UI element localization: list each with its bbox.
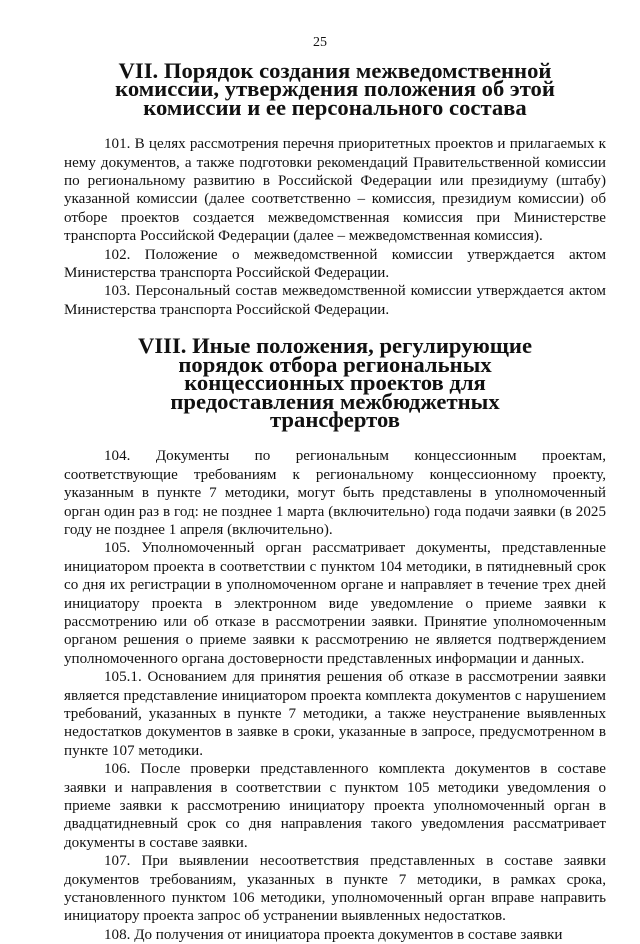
document-body — [64, 58, 606, 944]
paragraph-108: 108. До получения от инициатора проекта документов в составе заявки — [104, 926, 563, 943]
paragraph-105: 105. Уполномоченный орган рассматривает документы, представленные инициатором проекта в соответствии с пунктом 104 методики, в пятидневный срок со дня их регистрации в уполномоченном органе и направляет в течение трех дней инициатору проекта в электронном виде уведомление о приеме заявки к рассмотрению или об отказе в рассмотрении заявки. Принятие уполномоченным органом решения о приеме заявки к рассмотрению не является подтверждением уполномоченного органа достоверности представленных информации и данных. — [64, 540, 606, 667]
section-7-title: VII. Порядок создания межведомственной комиссии, утверждения положения об этой комиссии и ее персонального состава — [115, 58, 555, 120]
paragraph-102: 102. Положение о межведомственной комиссии утверждается актом Министерства транспорта Российской Федерации. — [64, 246, 606, 282]
paragraph-105-1: 105.1. Основанием для принятия решения об отказе в рассмотрении заявки является представление инициатором проекта комплекта документов с нарушением требований, указанных в пункте 7 методики, а также неустранение выявленных недостатков документов в заявке в сроки, указанные в запросе, предусмотренном в пункте 107 методики. — [64, 669, 606, 759]
paragraph-106: 106. После проверки представленного комплекта документов в составе заявки и направления в соответствии с пунктом 105 методики уведомления о приеме заявки к рассмотрению инициатору проекта уполномоченный орган в двадцатидневный срок со дня направления такого уведомления рассматривает документы в составе заявки. — [64, 761, 606, 851]
section-8-title: VIII. Иные положения, регулирующие порядок отбора региональных концессионных проектов для предоставления межбюджетных трансфертов — [137, 333, 533, 432]
paragraph-104: 104. Документы по региональным концессионным проектам, соответствующие требованиям к региональному концессионному проекту, указанным в пункте 7 методики, могут быть представлены в уполномоченный орган один раз в год: не позднее 1 марта (включительно) года подачи заявки (в 2025 году не позднее 1 апреля (включительно). — [64, 448, 606, 538]
paragraph-107: 107. При выявлении несоответствия представленных в составе заявки документов требованиям, указанных в пункте 7 методики, в рамках срока, установленного пунктом 106 методики, уполномоченный орган вправе направить инициатору проекта запрос об устранении выявленных недостатков. — [64, 853, 606, 925]
page-number: 25 — [313, 35, 327, 50]
paragraph-101: 101. В целях рассмотрения перечня приоритетных проектов и прилагаемых к нему документов, а также подготовки рекомендаций Правительственной комиссии по региональному развитию в Российской Федерации или президиуму (штабу) указанной комиссии (далее соответственно – комиссия, президиум комиссии) об отборе проектов создается межведомственная комиссия при Министерстве транспорта Российской Федерации (далее – межведомственная комиссия). — [64, 136, 606, 245]
paragraph-103: 103. Персональный состав межведомственной комиссии утверждается актом Министерства транспорта Российской Федерации. — [64, 283, 606, 318]
